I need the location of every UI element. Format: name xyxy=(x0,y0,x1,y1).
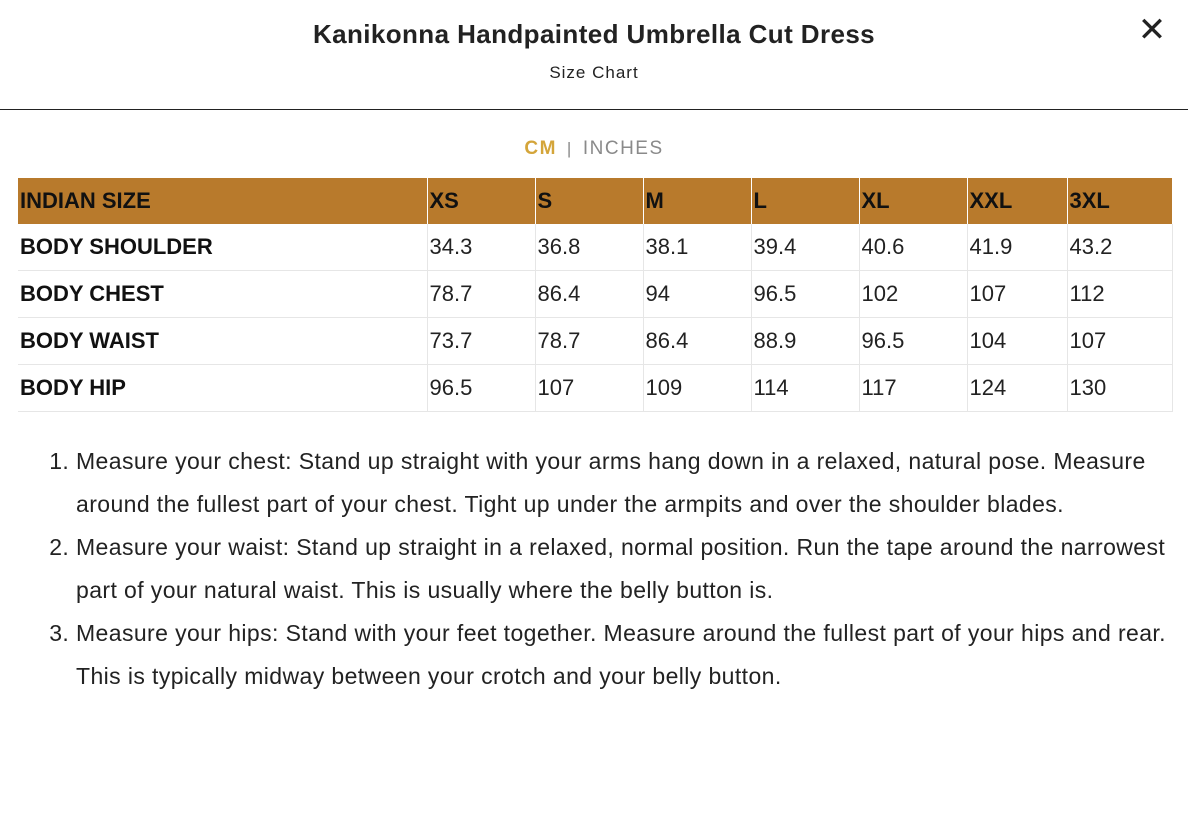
row-label-body-chest: BODY CHEST xyxy=(18,271,427,318)
table-cell: 112 xyxy=(1067,271,1172,318)
table-cell: 40.6 xyxy=(859,224,967,271)
table-cell: 104 xyxy=(967,318,1067,365)
table-cell: 86.4 xyxy=(535,271,643,318)
table-cell: 43.2 xyxy=(1067,224,1172,271)
instruction-chest: 1. Measure your chest: Stand up straight with your arms hang down in a relaxed, natural pose. Measure around the fullest part of your chest. Tight up under the armpits and over the shoulder blades. xyxy=(76,440,1168,526)
column-header-xxl: XXL xyxy=(967,178,1067,224)
table-cell: 109 xyxy=(643,365,751,412)
table-header-row xyxy=(18,178,1172,224)
unit-inches-tab[interactable]: INCHES xyxy=(582,138,664,159)
table-cell: 36.8 xyxy=(535,224,643,271)
table-cell: 114 xyxy=(751,365,859,412)
table-cell: 78.7 xyxy=(535,318,643,365)
table-cell: 102 xyxy=(859,271,967,318)
close-icon[interactable]: ✕ xyxy=(1137,11,1167,49)
table-row xyxy=(18,271,1172,318)
instruction-hips: 3. Measure your hips: Stand with your feet together. Measure around the fullest part of your hips and rear. This is typically midway between your crotch and your belly button. xyxy=(76,612,1168,698)
table-cell: 88.9 xyxy=(751,318,859,365)
modal-header xyxy=(0,0,1188,110)
table-cell: 96.5 xyxy=(427,365,535,412)
column-header-indian-size: INDIAN SIZE xyxy=(18,178,427,224)
unit-toggle xyxy=(0,138,1188,160)
table-cell: 41.9 xyxy=(967,224,1067,271)
column-header-xs: XS xyxy=(427,178,535,224)
table-row xyxy=(18,224,1172,271)
table-cell: 39.4 xyxy=(751,224,859,271)
table-cell: 86.4 xyxy=(643,318,751,365)
product-title: Kanikonna Handpainted Umbrella Cut Dress xyxy=(312,19,876,49)
table-cell: 107 xyxy=(967,271,1067,318)
row-label-body-waist: BODY WAIST xyxy=(18,318,427,365)
measurement-instructions xyxy=(18,440,1168,698)
column-header-3xl: 3XL xyxy=(1067,178,1172,224)
column-header-l: L xyxy=(751,178,859,224)
unit-separator: | xyxy=(566,139,573,158)
unit-cm-tab[interactable]: CM xyxy=(524,138,557,159)
table-cell: 124 xyxy=(967,365,1067,412)
row-label-body-shoulder: BODY SHOULDER xyxy=(18,224,427,271)
table-cell: 130 xyxy=(1067,365,1172,412)
column-header-xl: XL xyxy=(859,178,967,224)
column-header-m: M xyxy=(643,178,751,224)
row-label-body-hip: BODY HIP xyxy=(18,365,427,412)
table-row xyxy=(18,365,1172,412)
table-cell: 94 xyxy=(643,271,751,318)
instruction-waist: 2. Measure your waist: Stand up straight in a relaxed, normal position. Run the tape around the narrowest part of your natural waist. This is usually where the belly button is. xyxy=(76,526,1168,612)
table-cell: 107 xyxy=(1067,318,1172,365)
table-cell: 96.5 xyxy=(751,271,859,318)
table-row xyxy=(18,318,1172,365)
table-cell: 96.5 xyxy=(859,318,967,365)
table-cell: 38.1 xyxy=(643,224,751,271)
table-cell: 78.7 xyxy=(427,271,535,318)
size-chart-table xyxy=(18,178,1173,412)
column-header-s: S xyxy=(535,178,643,224)
table-cell: 34.3 xyxy=(427,224,535,271)
table-cell: 117 xyxy=(859,365,967,412)
table-cell: 73.7 xyxy=(427,318,535,365)
size-chart-subtitle: Size Chart xyxy=(549,63,639,82)
close-button[interactable] xyxy=(1134,12,1170,48)
table-cell: 107 xyxy=(535,365,643,412)
